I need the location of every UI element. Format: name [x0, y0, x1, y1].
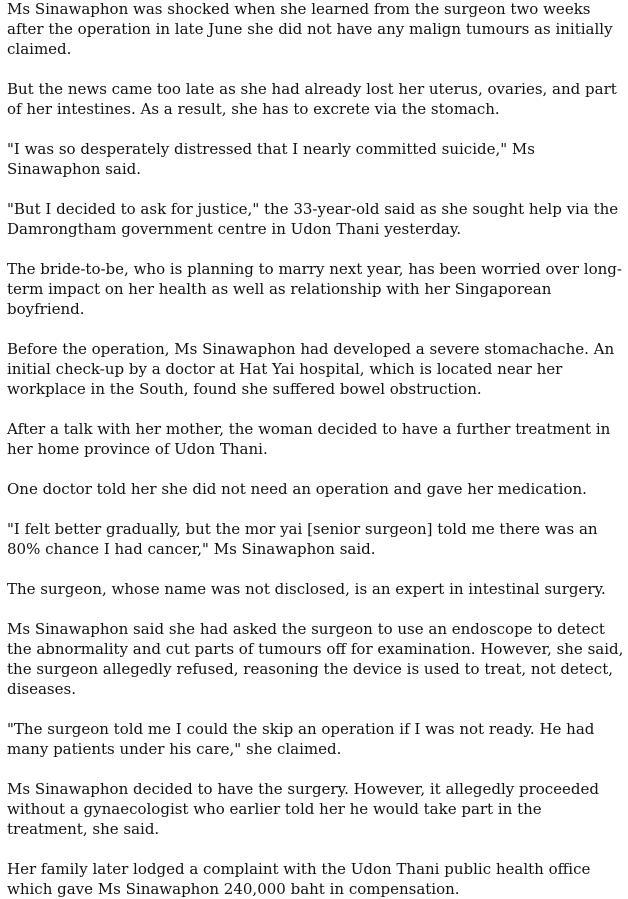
article-paragraph-11: Ms Sinawaphon said she had asked the surgeon to use an endoscope to detect the abnormality and cut parts of tumours off for examination. However, she said, the surgeon allegedly refused, reasoning the device is used to treat, not detect, diseases.: [7, 620, 624, 698]
article-paragraph-12: "The surgeon told me I could the skip an operation if I was not ready. He had many patients under his care," she claimed.: [7, 720, 595, 758]
article-paragraph-13: Ms Sinawaphon decided to have the surgery. However, it allegedly proceeded without a gynaecologist who earlier told her he would take part in the treatment, she said.: [7, 780, 600, 838]
article-paragraph-3: "I was so desperately distressed that I nearly committed suicide," Ms Sinawaphon said.: [7, 140, 535, 178]
article-paragraph-14: Her family later lodged a complaint with the Udon Thani public health office which gave Ms Sinawaphon 240,000 baht in compensation.: [7, 860, 591, 898]
article-paragraph-6: Before the operation, Ms Sinawaphon had developed a severe stomachache. An initial check-up by a doctor at Hat Yai hospital, which is located near her workplace in the South, found she suffered bowel obstruction.: [7, 340, 615, 398]
article-paragraph-8: One doctor told her she did not need an operation and gave her medication.: [7, 480, 587, 498]
article-paragraph-1: Ms Sinawaphon was shocked when she learned from the surgeon two weeks after the operation in late June she did not have any malign tumours as initially claimed.: [7, 0, 613, 58]
article-paragraph-10: The surgeon, whose name was not disclosed, is an expert in intestinal surgery.: [7, 580, 606, 598]
article-paragraph-7: After a talk with her mother, the woman decided to have a further treatment in her home province of Udon Thani.: [7, 420, 611, 458]
article-paragraph-4: "But I decided to ask for justice," the 33-year-old said as she sought help via the Damrongtham government centre in Udon Thani yesterday.: [7, 200, 619, 238]
article-paragraph-9: "I felt better gradually, but the mor yai [senior surgeon] told me there was an 80% chance I had cancer," Ms Sinawaphon said.: [7, 520, 598, 558]
article-paragraph-5: The bride-to-be, who is planning to marry next year, has been worried over long-term impact on her health as well as relationship with her Singaporean boyfriend.: [7, 260, 622, 318]
article-paragraph-2: But the news came too late as she had already lost her uterus, ovaries, and part of her intestines. As a result, she has to excrete via the stomach.: [7, 80, 617, 118]
